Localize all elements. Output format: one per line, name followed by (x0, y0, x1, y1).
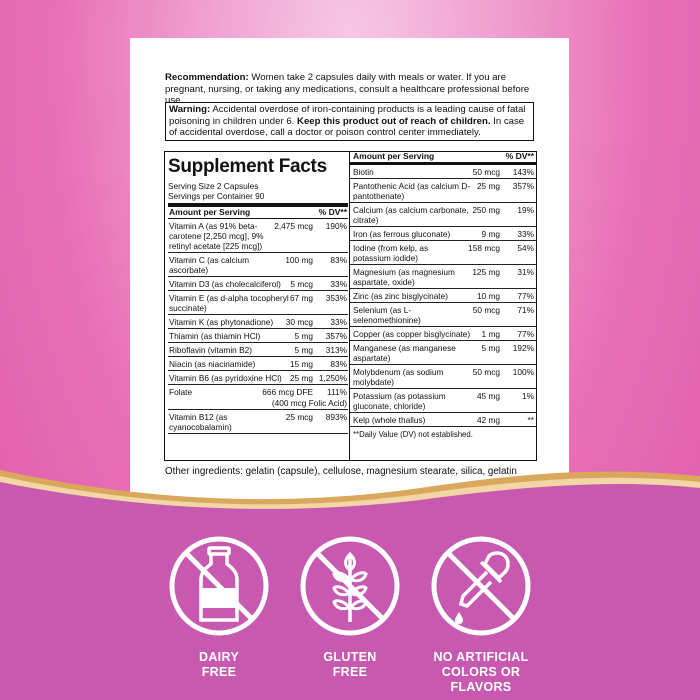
amount-header: Amount per Serving (353, 151, 435, 161)
nutrient-name: Thiamin (as thiamin HCl) (169, 330, 261, 341)
nutrient-name: Selenium (as L-selenomethionine) (353, 304, 421, 325)
no-gluten-wheat-icon (298, 534, 402, 638)
nutrient-name: Riboflavin (vitamin B2) (169, 344, 252, 355)
dv-footnote: **Daily Value (DV) not established. (353, 430, 473, 439)
nutrient-name: Vitamin C (as calcium ascorbate) (169, 254, 250, 275)
nutrient-dv: 83% (330, 254, 347, 265)
nutrient-name: Biotin (353, 166, 374, 177)
nutrient-name: Pantothenic Acid (as calcium D-pantothenate) (353, 180, 471, 201)
other-ingredients: Other ingredients: gelatin (capsule), cellulose, magnesium stearate, silica, gelatin (165, 466, 517, 477)
nutrient-name: Vitamin D3 (as cholecalciferol) (169, 278, 281, 289)
nutrient-dv: 353% (325, 292, 347, 303)
nutrient-dv: 357% (325, 330, 347, 341)
nutrient-amount: 25 mg (476, 180, 500, 191)
serving-size: Serving Size 2 Capsules (168, 181, 259, 191)
nutrient-dv: 33% (517, 228, 534, 239)
nutrient-amount: 67 mg (289, 292, 313, 303)
nutrient-name: Folate (169, 386, 193, 397)
nutrient-amount: 125 mg (472, 266, 500, 277)
nutrient-dv: 77% (517, 290, 534, 301)
badge-label-line: FREE (201, 665, 237, 679)
nutrient-dv: 111% (327, 386, 347, 397)
nutrient-name: Iron (as ferrous gluconate) (353, 228, 451, 239)
nutrient-dv: 143% (512, 166, 534, 177)
nutrient-dv: 77% (517, 328, 534, 339)
nutrient-dv: 100% (512, 366, 534, 377)
nutrient-amount: 50 mcg (472, 366, 500, 377)
nutrient-name: Iodine (from kelp, as potassium iodide) (353, 242, 429, 263)
nutrient-name: Vitamin A (as 91% beta-carotene [2,250 mcg], 9% retinyl acetate [225 mcg]) (169, 220, 264, 251)
nutrient-dv: 192% (512, 342, 534, 353)
warning-label: Warning: (169, 104, 211, 115)
nutrient-amount: 158 mcg (468, 242, 500, 253)
nutrient-amount: 42 mg (476, 414, 500, 425)
nutrient-amount: 666 mcg DFE (262, 386, 313, 397)
nutrient-dv: 893% (325, 411, 347, 422)
dv-header: % DV** (318, 207, 347, 217)
badge-label-line: FLAVORS (450, 680, 512, 694)
nutrient-name: Zinc (as zinc bisglycinate) (353, 290, 448, 301)
nutrient-dv: 19% (517, 204, 534, 215)
nutrient-dv: 313% (325, 344, 347, 355)
nutrient-amount: 250 mg (472, 204, 500, 215)
nutrient-name: Vitamin K (as phytonadione) (169, 316, 274, 327)
badge-label-line: DAIRY (199, 650, 239, 664)
nutrient-dv: 33% (330, 278, 347, 289)
nutrient-amount: 50 mcg (472, 304, 500, 315)
nutrient-amount: 30 mcg (285, 316, 313, 327)
amount-header: Amount per Serving (169, 207, 251, 217)
supplement-facts-title: Supplement Facts (168, 156, 327, 177)
nutrient-dv: 71% (517, 304, 534, 315)
nutrient-amount: 45 mg (476, 390, 500, 401)
servings-per-container: Servings per Container 90 (168, 191, 265, 201)
nutrient-name: Vitamin B12 (as cyanocobalamin) (169, 411, 232, 432)
nutrient-dv: 1,250% (318, 372, 347, 383)
nutrient-amount: 100 mg (285, 254, 313, 265)
badge-label-line: NO ARTIFICIAL (433, 650, 529, 664)
nutrient-dv: 54% (517, 242, 534, 253)
nutrient-amount: 25 mcg (285, 411, 313, 422)
nutrient-name: Copper (as copper bisglycinate) (353, 328, 471, 339)
warning-body-end: In case of accidental overdose, call a doctor or poison control center immediately. (169, 115, 525, 139)
nutrient-name: Niacin (as niacinamide) (169, 358, 256, 369)
nutrient-dv: ** (527, 414, 534, 425)
nutrient-amount: 5 mg (481, 342, 500, 353)
recommendation-label: Recommendation: (165, 72, 249, 83)
dv-header: % DV** (505, 151, 534, 161)
badge-label-line: COLORS OR (441, 665, 521, 679)
no-artificial-dropper-icon (429, 534, 533, 638)
dairy-free-label (154, 650, 284, 680)
nutrient-amount: 50 mcg (472, 166, 500, 177)
nutrient-amount: 25 mg (289, 372, 313, 383)
nutrient-name: Manganese (as manganese aspartate) (353, 342, 456, 363)
nutrient-dv: 83% (330, 358, 347, 369)
nutrient-dv: 357% (512, 180, 534, 191)
nutrient-name: Vitamin B6 (as pyridoxine HCl) (169, 372, 282, 383)
nutrient-amount: 15 mg (289, 358, 313, 369)
no-artificial-label (416, 650, 546, 695)
nutrient-dv: 33% (330, 316, 347, 327)
nutrient-dv: 190% (325, 220, 347, 231)
nutrient-subnote: (400 mcg Folic Acid) (168, 396, 348, 410)
warning-body: Accidental overdose of iron-containing products is a leading cause of fatal poisoning in children under 6. (169, 104, 526, 127)
nutrient-amount: 2,475 mcg (274, 220, 313, 231)
nutrient-amount: 5 mg (294, 330, 313, 341)
warning-emphasis: Keep this product out of reach of children. (297, 115, 491, 127)
nutrient-name: Molybdenum (as sodium molybdate) (353, 366, 444, 387)
nutrient-amount: 1 mg (481, 328, 500, 339)
nutrient-amount: 10 mg (476, 290, 500, 301)
badge-label-line: FREE (332, 665, 368, 679)
nutrient-name: Vitamin E (as d-alpha tocopheryl succinate) (169, 292, 289, 313)
badge-label-line: GLUTEN (323, 650, 377, 664)
nutrient-amount: 5 mg (294, 344, 313, 355)
nutrient-name: Magnesium (as magnesium aspartate, oxide) (353, 266, 455, 287)
nutrient-amount: 9 mg (481, 228, 500, 239)
gluten-free-label (285, 650, 415, 680)
no-dairy-bottle-icon (167, 534, 271, 638)
nutrient-dv: 31% (517, 266, 534, 277)
nutrient-dv: 1% (522, 390, 534, 401)
nutrient-name: Calcium (as calcium carbonate, citrate) (353, 204, 469, 225)
nutrient-name: Potassium (as potassium gluconate, chloride) (353, 390, 446, 411)
recommendation-body: Women take 2 capsules daily with meals or water. If you are pregnant, nursing, or taking any medications, consult a healthcare professional before use. (165, 72, 530, 107)
nutrient-amount: 5 mcg (290, 278, 313, 289)
nutrient-name: Kelp (whole thallus) (353, 414, 426, 425)
